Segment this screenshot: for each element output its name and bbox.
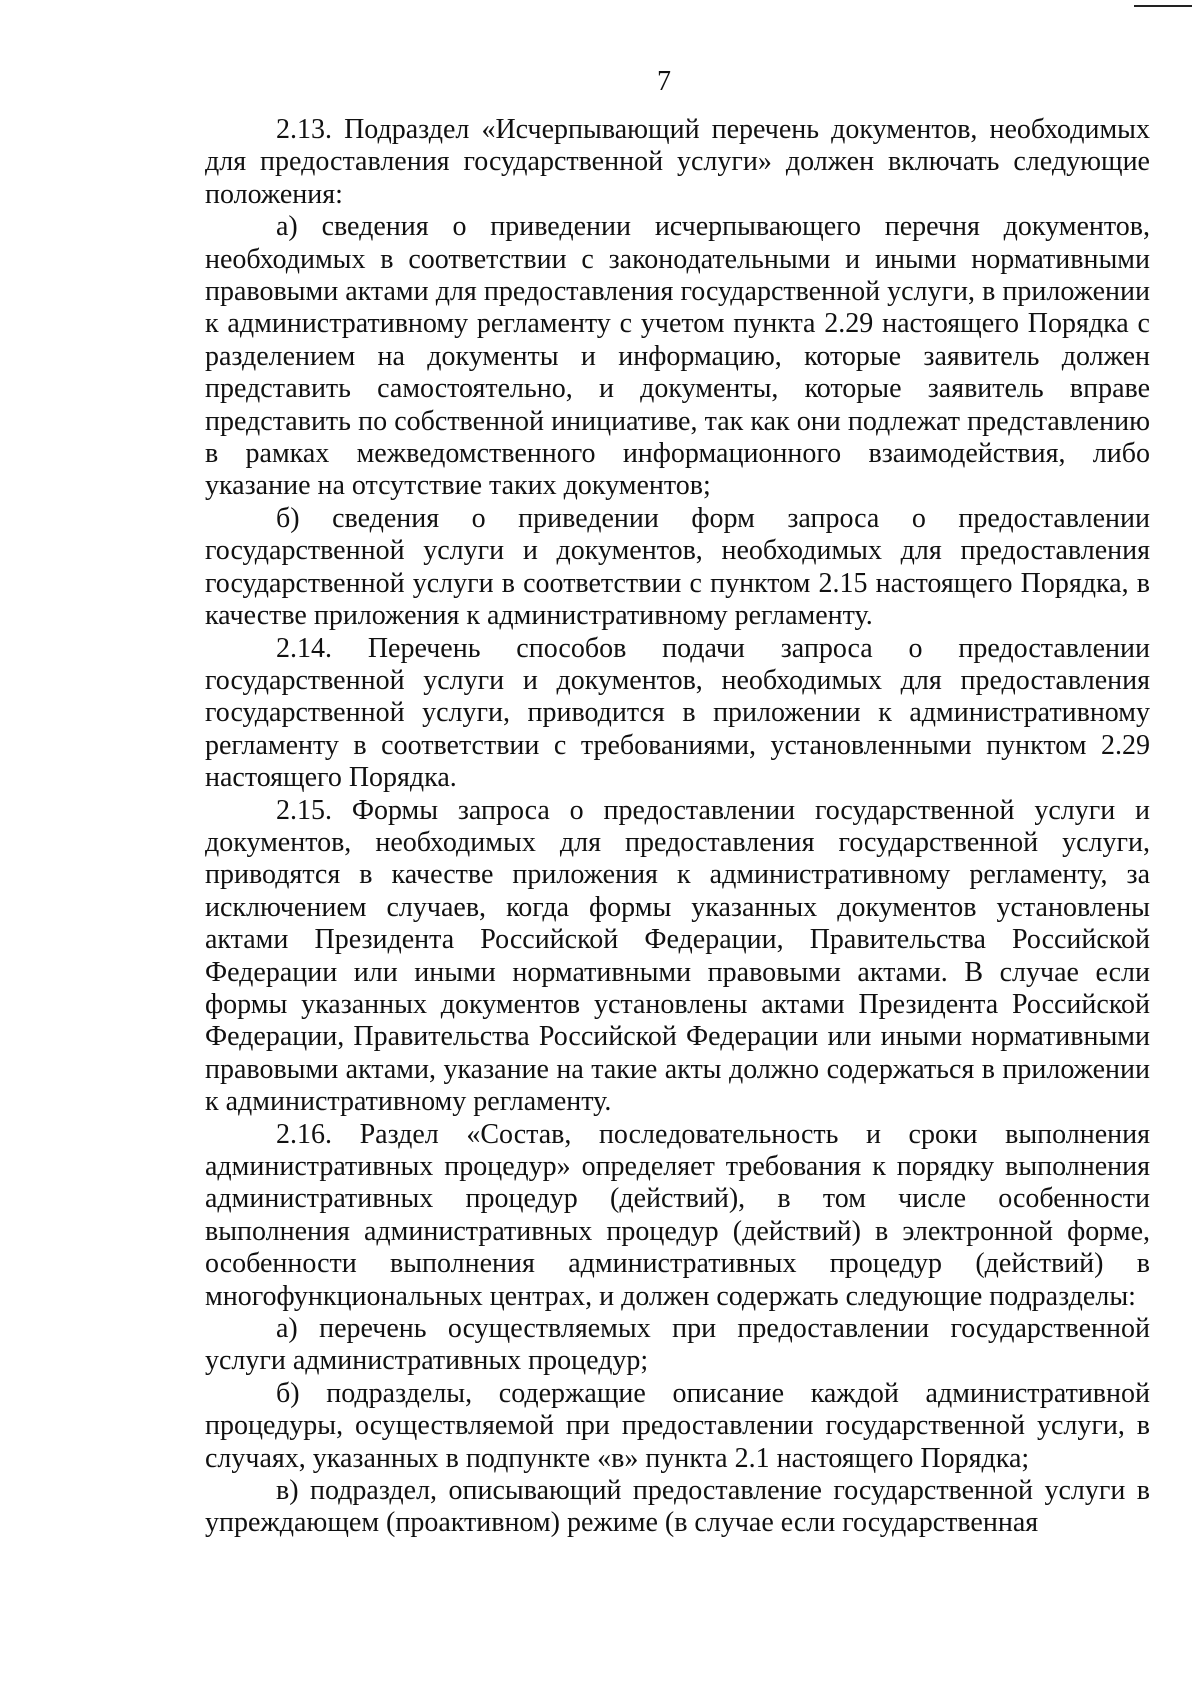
document-body xyxy=(205,114,1150,1540)
paragraph-2-13: 2.13. Подраздел «Исчерпывающий перечень документов, необходимых для предоставления государственной услуги» должен включать следующие положения: xyxy=(205,114,1150,210)
page-number: 7 xyxy=(657,66,671,97)
paragraph-2-16-a: а) перечень осуществляемых при предоставлении государственной услуги административных процедур; xyxy=(205,1313,1150,1377)
paragraph-2-14: 2.14. Перечень способов подачи запроса о предоставлении государственной услуги и документов, необходимых для предоставления государственной услуги, приводится в приложении к административному регламенту в соответствии с требованиями, установленными пунктом 2.29 настоящего Порядка. xyxy=(205,632,1150,794)
paragraph-2-16: 2.16. Раздел «Состав, последовательность и сроки выполнения административных процедур» определяет требования к порядку выполнения административных процедур (действий), в том числе особенности выполнения административных процедур (действий) в электронной форме, особенности выполнения административных процедур (действий) в многофункциональных центрах, и должен содержать следующие подразделы: xyxy=(205,1118,1150,1312)
top-edge-mark xyxy=(1134,5,1192,7)
paragraph-2-15: 2.15. Формы запроса о предоставлении государственной услуги и документов, необходимых для предоставления государственной услуги, приводятся в качестве приложения к административному регламенту, за исключением случаев, когда формы указанных документов установлены актами Президента Российской Федерации, Правительства Российской Федерации или иными нормативными правовыми актами. В случае если формы указанных документов установлены актами Президента Российской Федерации, Правительства Российской Федерации или иными нормативными правовыми актами, указание на такие акты должно содержаться в приложении к административному регламенту. xyxy=(205,794,1150,1118)
paragraph-2-16-c: в) подраздел, описывающий предоставление государственной услуги в упреждающем (проактивном) режиме (в случае если государственная xyxy=(205,1475,1150,1539)
paragraph-2-16-b: б) подразделы, содержащие описание каждой административной процедуры, осуществляемой при предоставлении государственной услуги, в случаях, указанных в подпункте «в» пункта 2.1 настоящего Порядка; xyxy=(205,1377,1150,1474)
paragraph-2-13-b: б) сведения о приведении форм запроса о предоставлении государственной услуги и документов, необходимых для предоставления государственной услуги в соответствии с пунктом 2.15 настоящего Порядка, в качестве приложения к административному регламенту. xyxy=(205,502,1150,632)
paragraph-2-13-a: а) сведения о приведении исчерпывающего перечня документов, необходимых в соответствии с законодательными и иными нормативными правовыми актами для предоставления государственной услуги, в приложении к административному регламенту с учетом пункта 2.29 настоящего Порядка с разделением на документы и информацию, которые заявитель должен представить самостоятельно, и документы, которые заявитель вправе представить по собственной инициативе, так как они подлежат представлению в рамках межведомственного информационного взаимодействия, либо указание на отсутствие таких документов; xyxy=(205,211,1150,502)
